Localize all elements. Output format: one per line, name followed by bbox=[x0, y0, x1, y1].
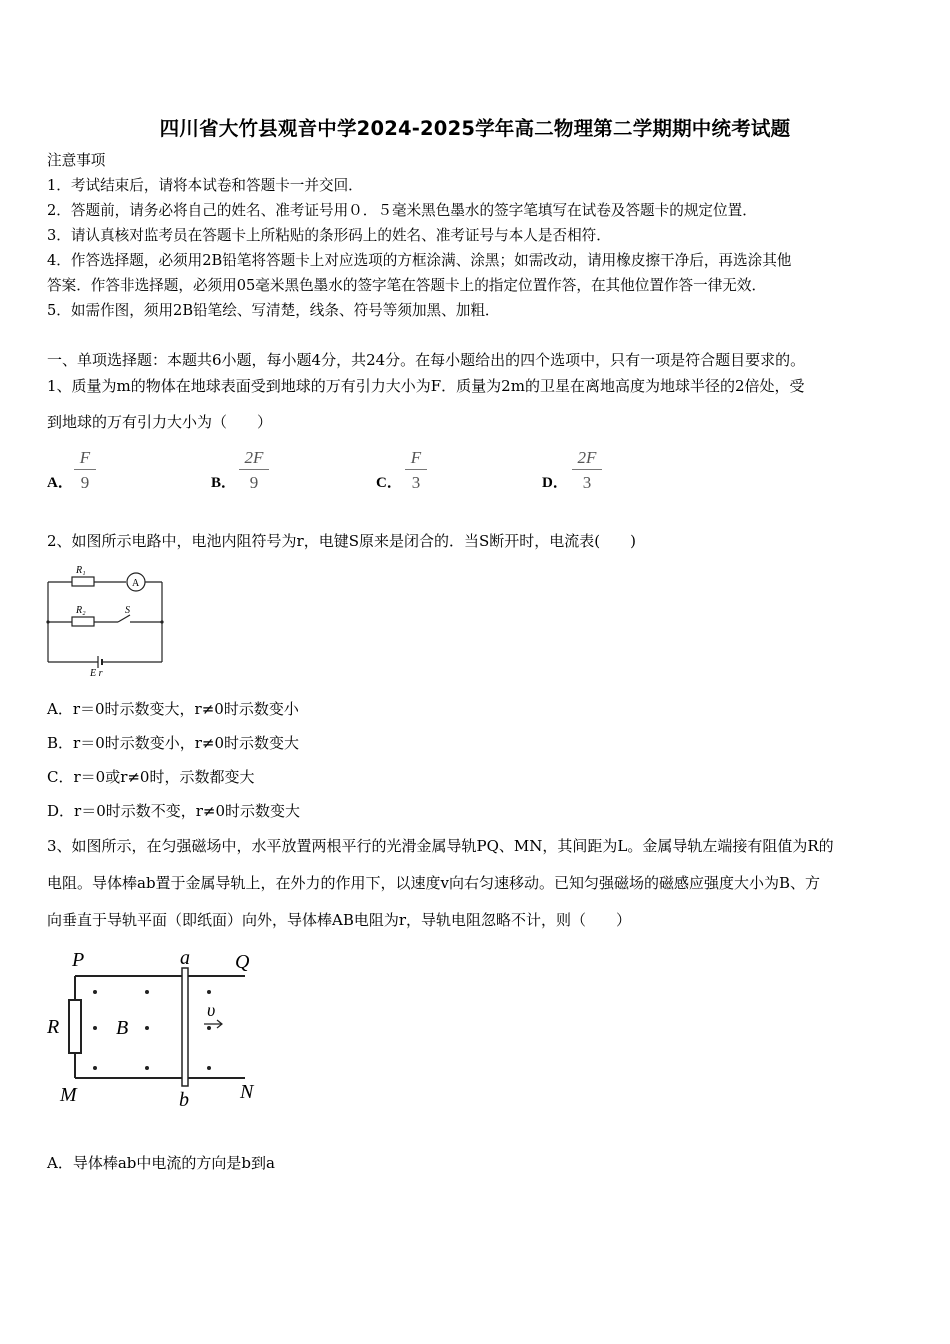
fraction-bar bbox=[239, 469, 269, 470]
q3-stem-line2: 电阻。导体棒ab置于金属导轨上，在外力的作用下，以速度v向右匀速移动。已知匀强磁场的磁感应强度大小为B、方 bbox=[47, 874, 821, 892]
fraction-bar bbox=[405, 469, 427, 470]
label-a: a bbox=[180, 947, 190, 969]
notice-item: 4．作答选择题，必须用2B铅笔将答题卡上对应选项的方框涂满、涂黑；如需改动，请用橡皮擦干净后，再选涂其他 bbox=[47, 252, 792, 269]
fraction-numerator: F bbox=[79, 448, 91, 467]
q1-option-c-fraction bbox=[405, 448, 427, 492]
q1-stem-line1: 1、质量为m的物体在地球表面受到地球的万有引力大小为F．质量为2m的卫星在离地高度为地球半径的2倍处，受 bbox=[47, 377, 805, 395]
fraction-numerator: F bbox=[410, 448, 422, 467]
label-r: R bbox=[47, 1016, 60, 1038]
switch-label: S bbox=[125, 605, 130, 616]
ammeter-label: A bbox=[132, 578, 140, 589]
conductor-rod-ab bbox=[182, 968, 188, 1086]
q1-stem-line2: 到地球的万有引力大小为（ ） bbox=[47, 413, 273, 431]
label-b: b bbox=[179, 1089, 189, 1111]
label-b-field: B bbox=[116, 1017, 129, 1039]
label-p: P bbox=[72, 949, 85, 971]
q1-option-a-label: A． bbox=[47, 475, 73, 491]
notice-item: 5．如需作图，须用2B铅笔绘、写清楚，线条、符号等须加黑、加粗． bbox=[47, 302, 500, 319]
resistor-icon bbox=[69, 1000, 81, 1053]
notice-item: 答案．作答非选择题，必须用05毫米黑色墨水的签字笔在答题卡上的指定位置作答，在其他位置作答一律无效． bbox=[47, 277, 767, 294]
page-title: 四川省大竹县观音中学2024-2025学年高二物理第二学期期中统考试题 bbox=[159, 117, 791, 140]
fraction-denominator: 3 bbox=[582, 473, 592, 492]
resistor-r2-icon bbox=[72, 617, 94, 626]
fraction-bar bbox=[572, 469, 602, 470]
notice-item: 1．考试结束后，请将本试卷和答题卡一并交回． bbox=[47, 177, 363, 194]
label-m: M bbox=[60, 1084, 77, 1106]
q2-option-d: D．r＝0时示数不变，r≠0时示数变大 bbox=[47, 802, 301, 820]
q3-rail-diagram bbox=[40, 940, 270, 1115]
q1-option-d-label: D． bbox=[542, 475, 568, 491]
q1-option-c-label: C． bbox=[376, 475, 402, 491]
q3-stem-line1: 3、如图所示，在匀强磁场中，水平放置两根平行的光滑金属导轨PQ、MN，其间距为L。金属导轨左端接有阻值为R的 bbox=[47, 837, 834, 855]
q2-stem: 2、如图所示电路中，电池内阻符号为r，电键S原来是闭合的．当S断开时，电流表( ) bbox=[47, 532, 636, 550]
q1-option-b-label: B． bbox=[211, 475, 237, 491]
r1-label: R₁ bbox=[76, 565, 86, 576]
notice-item: 3．请认真核对监考员在答题卡上所粘贴的条形码上的姓名、准考证号与本人是否相符． bbox=[47, 227, 611, 244]
q3-stem-line3: 向垂直于导轨平面（即纸面）向外，导体棒AB电阻为r，导轨电阻忽略不计，则（ ） bbox=[47, 911, 632, 929]
switch-icon bbox=[118, 615, 130, 622]
resistor-r1-icon bbox=[72, 577, 94, 586]
q3-option-a: A．导体棒ab中电流的方向是b到a bbox=[47, 1154, 275, 1172]
fraction-denominator: 3 bbox=[411, 473, 421, 492]
fraction-bar bbox=[74, 469, 96, 470]
q1-option-a-fraction bbox=[74, 448, 96, 492]
q2-option-a: A．r＝0时示数变大，r≠0时示数变小 bbox=[47, 700, 299, 718]
battery-label: E r bbox=[90, 668, 103, 678]
velocity-arrow-icon bbox=[204, 1020, 222, 1028]
q1-option-d-fraction bbox=[572, 448, 602, 492]
label-n: N bbox=[240, 1081, 254, 1103]
fraction-numerator: 2F bbox=[577, 448, 597, 467]
section-heading: 一、单项选择题：本题共6小题，每小题4分，共24分。在每小题给出的四个选项中，只有一项是符合题目要求的。 bbox=[47, 351, 806, 369]
notice-item: 2．答题前，请务必将自己的姓名、准考证号用０．５毫米黑色墨水的签字笔填写在试卷及答题卡的规定位置． bbox=[47, 202, 757, 219]
q2-circuit-diagram bbox=[40, 560, 175, 678]
fraction-numerator: 2F bbox=[244, 448, 264, 467]
q2-option-c: C．r＝0或r≠0时，示数都变大 bbox=[47, 768, 255, 786]
notice-heading: 注意事项 bbox=[47, 152, 106, 169]
q2-option-b: B．r＝0时示数变小，r≠0时示数变大 bbox=[47, 734, 300, 752]
r2-label: R₂ bbox=[76, 605, 86, 616]
magnetic-field-dots bbox=[93, 990, 211, 1070]
label-v: υ bbox=[207, 1000, 216, 1020]
fraction-denominator: 9 bbox=[249, 473, 259, 492]
fraction-denominator: 9 bbox=[80, 473, 90, 492]
q1-option-b-fraction bbox=[239, 448, 269, 492]
label-q: Q bbox=[235, 951, 250, 973]
